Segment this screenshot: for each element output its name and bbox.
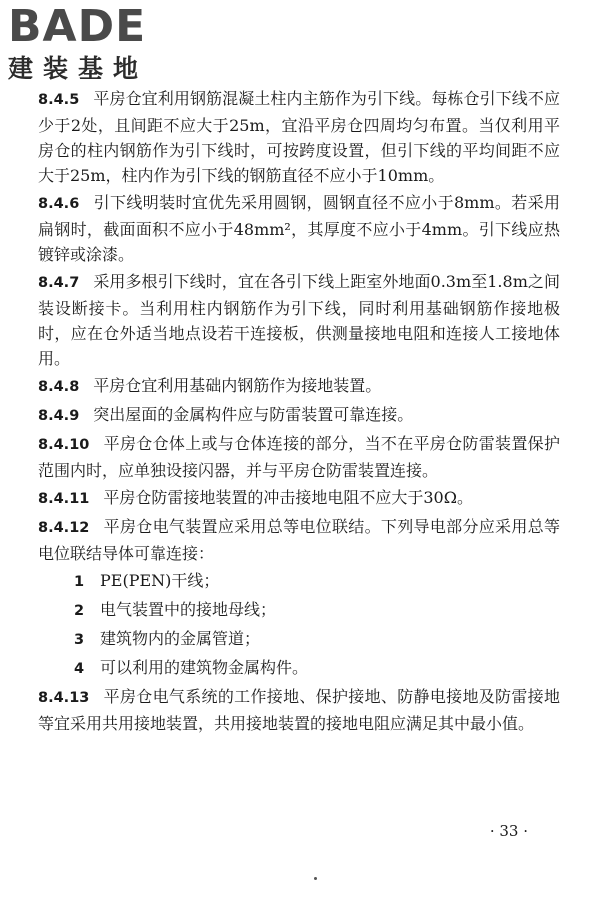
- logo-mark: BADE: [8, 1, 147, 52]
- clause-text: 平房仓电气系统的工作接地、保护接地、防静电接地及防雷接地等宜采用共用接地装置，共用接地装置的接地电阻应满足其中最小值。: [38, 687, 560, 733]
- clause-8-4-6: [38, 190, 560, 267]
- clause-number: 8.4.6: [38, 196, 80, 212]
- scan-speck: [314, 877, 317, 880]
- clause-number: 8.4.12: [38, 520, 90, 536]
- clause-text: 突出屋面的金属构件应与防雷装置可靠连接。: [93, 405, 414, 424]
- list-item-number: 3: [74, 632, 85, 648]
- clause-text: 引下线明装时宜优先采用圆钢，圆钢直径不应小于8mm。若采用扁钢时，截面面积不应小于48mm²，其厚度不应小于4mm。引下线应热镀锌或涂漆。: [38, 193, 560, 264]
- list-item-number: 4: [74, 661, 85, 677]
- list-item-text: 电气装置中的接地母线；: [100, 600, 277, 619]
- clause-8-4-8: [38, 373, 560, 400]
- list-item-number: 1: [74, 574, 85, 590]
- clause-text: 平房仓仓体上或与仓体连接的部分，当不在平房仓防雷装置保护范围内时，应单独设接闪器，并与平房仓防雷装置连接。: [38, 434, 560, 480]
- clause-text: 平房仓电气装置应采用总等电位联结。下列导电部分应采用总等电位联结导体可靠连接：: [38, 517, 560, 563]
- document-body: [38, 86, 560, 738]
- logo-subtitle: 建装基地: [8, 54, 149, 83]
- clause-8-4-11: [38, 485, 560, 512]
- clause-text: 平房仓宜利用钢筋混凝土柱内主筋作为引下线。每栋仓引下线不应少于2处，且间距不应大于25m，宜沿平房仓四周均匀布置。当仅利用平房仓的柱内钢筋作为引下线时，可按跨度设置，但引下线的平均间距不应大于25m，柱内作为引下线的钢筋直径不应小于10mm。: [38, 89, 560, 185]
- page-number: · 33 ·: [489, 822, 528, 840]
- clause-8-4-12: [38, 514, 560, 566]
- clause-8-4-5: [38, 86, 560, 188]
- list-item: [74, 597, 560, 624]
- list-item-text: PE(PEN)干线；: [100, 571, 220, 590]
- list-item-text: 可以利用的建筑物金属构件。: [100, 658, 309, 677]
- clause-text: 平房仓防雷接地装置的冲击接地电阻不应大于30Ω。: [103, 488, 474, 507]
- clause-number: 8.4.5: [38, 92, 80, 108]
- list-item: [74, 568, 560, 595]
- clause-number: 8.4.13: [38, 690, 90, 706]
- list-item: [74, 655, 560, 682]
- clause-number: 8.4.11: [38, 491, 90, 507]
- clause-8-4-9: [38, 402, 560, 429]
- clause-8-4-13: [38, 684, 560, 736]
- clause-number: 8.4.10: [38, 437, 90, 453]
- bade-logo: [8, 1, 178, 84]
- clause-text: 平房仓宜利用基础内钢筋作为接地装置。: [93, 376, 382, 395]
- clause-number: 8.4.9: [38, 408, 80, 424]
- clause-number: 8.4.7: [38, 275, 80, 291]
- list-item: [74, 626, 560, 653]
- clause-text: 采用多根引下线时，宜在各引下线上距室外地面0.3m至1.8m之间装设断接卡。当利用柱内钢筋作为引下线，同时利用基础钢筋作接地极时，应在仓外适当地点设若干连接板，供测量接地电阻和连接人工接地体用。: [38, 272, 560, 368]
- clause-8-4-7: [38, 269, 560, 371]
- list-item-number: 2: [74, 603, 85, 619]
- clause-number: 8.4.8: [38, 379, 80, 395]
- clause-8-4-10: [38, 431, 560, 483]
- list-item-text: 建筑物内的金属管道；: [100, 629, 261, 648]
